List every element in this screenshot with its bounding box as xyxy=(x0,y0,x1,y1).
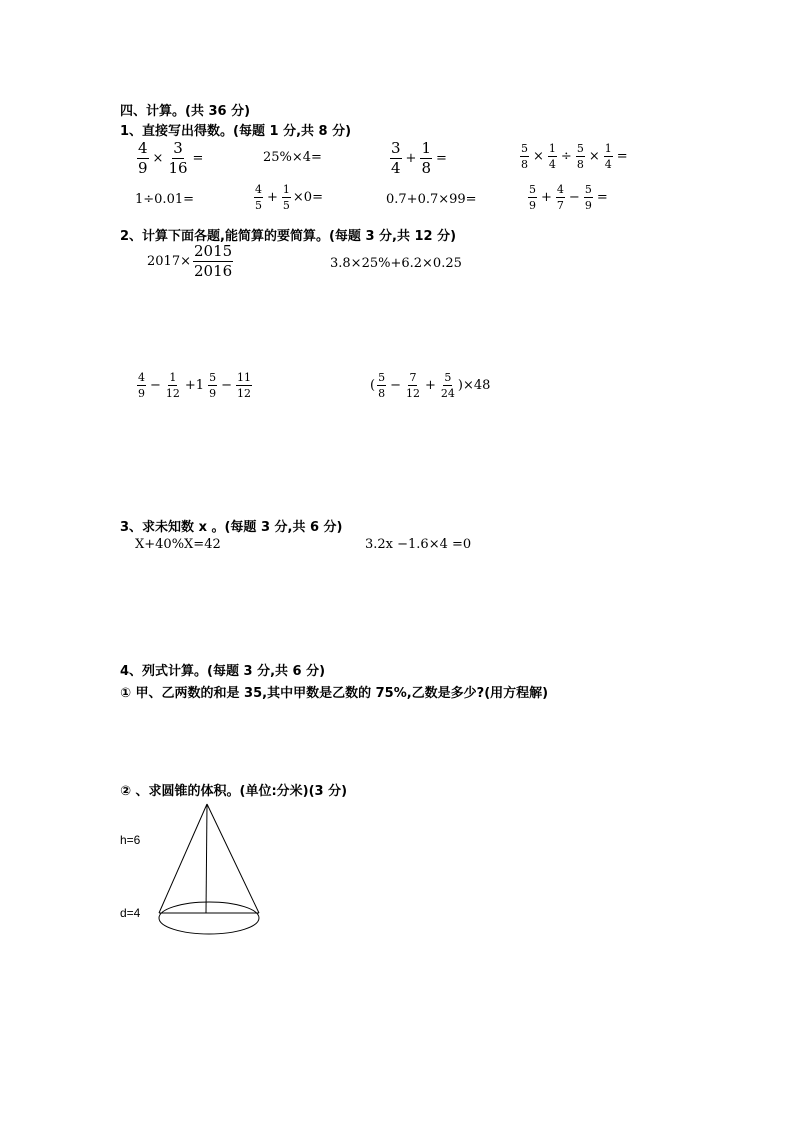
q1-expr-7: 0.7+0.7×99= xyxy=(386,192,477,207)
q1-expr-6: $\frac{4}{5}$ + $\frac{1}{5}$ ×0= xyxy=(255,183,323,212)
cone-base xyxy=(159,902,259,934)
q1-expr-2: 25%×4= xyxy=(263,150,322,165)
q2-expr-4: ( $\frac{5}{8}$ − $\frac{7}{12}$ + $\frac{5}{24}$ )×48 xyxy=(370,371,491,400)
fraction: $\frac{5}{8}$ xyxy=(521,142,528,171)
fraction: $\frac{3}{16}$ xyxy=(168,139,188,177)
q4-problem-2: ② 、求圆锥的体积。(单位:分米)(3 分) xyxy=(120,784,348,799)
fraction: $\frac{5}{9}$ xyxy=(529,183,536,212)
q4-heading: 4、列式计算。(每题 3 分,共 6 分) xyxy=(120,664,326,679)
q1-expr-3: $\frac{3}{4}$ + $\frac{1}{8}$ = xyxy=(391,139,447,177)
q3-heading: 3、求未知数 x 。(每题 3 分,共 6 分) xyxy=(120,520,343,535)
q1-expr-4: $\frac{5}{8}$ × $\frac{1}{4}$ ÷ $\frac{5}{8}$ × $\frac{1}{4}$ = xyxy=(521,142,628,171)
q1-expr-5: 1÷0.01= xyxy=(135,192,195,207)
fraction: $\frac{7}{12}$ xyxy=(405,371,420,400)
fraction: $\frac{2015}{2016}$ xyxy=(193,242,233,280)
fraction: $\frac{1}{8}$ xyxy=(421,139,431,177)
q2-heading: 2、计算下面各题,能简算的要简算。(每题 3 分,共 12 分) xyxy=(120,229,457,244)
cone-left-edge xyxy=(159,804,207,913)
cone-diagram xyxy=(150,800,270,945)
fraction: $\frac{1}{4}$ xyxy=(604,142,612,171)
fraction: $\frac{4}{9}$ xyxy=(138,139,148,177)
q3-expr-1: X+40%X=42 xyxy=(135,537,221,552)
fraction: $\frac{4}{7}$ xyxy=(556,183,564,212)
q2-expr-2: 3.8×25%+6.2×0.25 xyxy=(330,256,462,271)
q1-heading: 1、直接写出得数。(每题 1 分,共 8 分) xyxy=(120,124,352,139)
q3-expr-2: 3.2x −1.6×4 =0 xyxy=(365,537,472,552)
q2-expr-1: 2017× $\frac{2015}{2016}$ xyxy=(147,242,233,280)
fraction: $\frac{5}{9}$ xyxy=(209,371,217,400)
fraction: $\frac{3}{4}$ xyxy=(391,139,401,177)
fraction: $\frac{5}{8}$ xyxy=(576,142,584,171)
section-title: 四、计算。(共 36 分) xyxy=(120,104,251,119)
cone-right-edge xyxy=(207,804,259,913)
fraction: $\frac{5}{9}$ xyxy=(584,183,592,212)
fraction: $\frac{5}{24}$ xyxy=(440,371,455,400)
fraction: $\frac{5}{8}$ xyxy=(378,371,386,400)
height-label: h=6 xyxy=(120,833,141,847)
fraction: $\frac{1}{12}$ xyxy=(165,371,180,400)
fraction: $\frac{1}{4}$ xyxy=(548,142,556,171)
q2-expr-3: $\frac{4}{9}$ − $\frac{1}{12}$ +1 $\frac{5}{9}$ − $\frac{11}{12}$ xyxy=(138,371,251,400)
fraction: $\frac{4}{5}$ xyxy=(255,183,262,212)
q4-problem-1: ① 甲、乙两数的和是 35,其中甲数是乙数的 75%,乙数是多少?(用方程解) xyxy=(120,686,549,701)
q1-expr-1: $\frac{4}{9}$ × $\frac{3}{16}$ = xyxy=(138,139,204,177)
diameter-label: d=4 xyxy=(120,906,141,920)
fraction: $\frac{1}{5}$ xyxy=(282,183,290,212)
q1-expr-8: $\frac{5}{9}$ + $\frac{4}{7}$ − $\frac{5}{9}$ = xyxy=(529,183,608,212)
fraction: $\frac{4}{9}$ xyxy=(138,371,145,400)
fraction: $\frac{11}{12}$ xyxy=(236,371,251,400)
cone-height-line xyxy=(206,804,207,913)
